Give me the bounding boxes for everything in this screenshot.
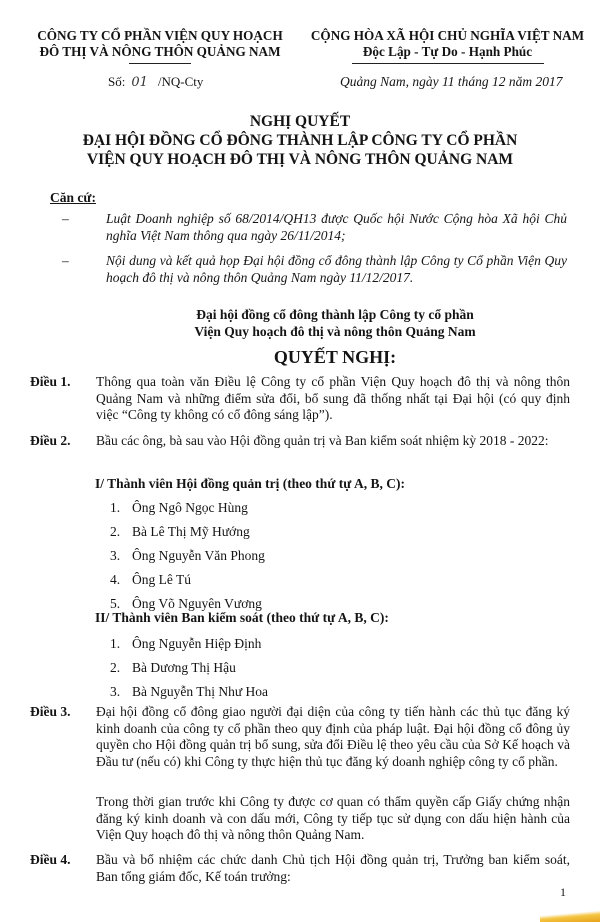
can-cu-list [62, 211, 567, 295]
board-section-title: I/ Thành viên Hội đồng quản trị (theo thứ tự A, B, C): [95, 476, 406, 491]
member-number: 1. [110, 500, 121, 515]
can-cu-item [62, 211, 567, 244]
member-number: 2. [110, 660, 121, 675]
member-number: 1. [110, 636, 121, 651]
article-3-paragraph-2 [30, 794, 570, 844]
article-text: Đại hội đồng cổ đông giao người đại diện của công ty tiến hành các thủ tục đăng ký kinh doanh của công ty cổ phần theo quy định của pháp luật. Đại hội đồng cổ đông ủy quyền cho Hội đồng quản trị bổ sung, sửa đổi Điều lệ theo yêu cầu của Sở Kế hoạch và Đầu tư (nếu có) khi Công ty thực hiện thủ tục đăng ký doanh nghiệp công ty cổ phần. [96, 704, 570, 769]
board-member [110, 548, 265, 572]
article-label: Điều 2. [30, 433, 71, 448]
so-suffix: /NQ-Cty [157, 74, 204, 89]
member-name: Bà Lê Thị Mỹ Hướng [132, 524, 250, 539]
document-title [0, 112, 600, 169]
document-date: Quảng Nam, ngày 11 tháng 12 năm 2017 [340, 74, 563, 89]
control-member [110, 636, 268, 660]
company-header [30, 28, 290, 64]
article-label: Điều 1. [30, 374, 71, 389]
assembly-heading-line1: Đại hội đồng cổ đông thành lập Công ty cổ phần [196, 307, 474, 322]
title-line3: VIỆN QUY HOẠCH ĐÔ THỊ VÀ NÔNG THÔN QUẢNG NAM [86, 151, 514, 168]
article-text: Bầu các ông, bà sau vào Hội đồng quản trị và Ban kiểm soát nhiệm kỳ 2018 - 2022: [96, 433, 549, 448]
board-members-list [110, 500, 265, 620]
board-member [110, 500, 265, 524]
scan-edge-stripe [540, 908, 600, 922]
can-cu-colon: : [91, 190, 96, 205]
company-name-line1: CÔNG TY CỔ PHẦN VIỆN QUY HOẠCH [37, 28, 283, 43]
can-cu-item [62, 253, 567, 286]
assembly-heading [0, 306, 600, 340]
control-section-title: II/ Thành viên Ban kiểm soát (theo thứ tự A, B, C): [95, 610, 389, 625]
dash-bullet: – [62, 211, 69, 226]
title-line1: NGHỊ QUYẾT [249, 113, 351, 130]
article-label: Điều 3. [30, 704, 71, 719]
can-cu-heading [50, 190, 96, 206]
national-title: CỘNG HÒA XÃ HỘI CHỦ NGHĨA VIỆT NAM [310, 28, 585, 43]
decision-heading: QUYẾT NGHỊ: [273, 347, 397, 367]
member-name: Ông Nguyễn Văn Phong [132, 548, 265, 563]
can-cu-label: Căn cứ [50, 190, 92, 205]
member-name: Bà Nguyễn Thị Như Hoa [132, 684, 269, 699]
member-number: 2. [110, 524, 121, 539]
member-name: Ông Nguyễn Hiệp Định [132, 636, 262, 651]
can-cu-text: Nội dung và kết quả họp Đại hội đồng cổ đông thành lập Công ty Cổ phần Viện Quy hoạch đô thị và nông thôn Quảng Nam ngày 11/12/2017. [106, 253, 567, 285]
member-name: Ông Lê Tú [132, 572, 191, 587]
article-1 [30, 374, 570, 424]
control-member [110, 660, 268, 684]
member-number: 3. [110, 684, 121, 699]
article-2 [30, 433, 570, 450]
national-motto: Độc Lập - Tự Do - Hạnh Phúc [362, 44, 533, 59]
header-rule-right [352, 63, 544, 64]
member-number: 3. [110, 548, 121, 563]
article-text: Bầu và bổ nhiệm các chức danh Chủ tịch Hội đồng quản trị, Trưởng ban kiểm soát, Ban tổng giám đốc, Kế toán trưởng: [96, 852, 570, 884]
member-name: Bà Dương Thị Hậu [132, 660, 236, 675]
assembly-heading-line2: Viện Quy hoạch đô thị và nông thôn Quảng Nam [194, 324, 476, 339]
article-3 [30, 704, 570, 770]
article-text: Thông qua toàn văn Điều lệ Công ty cổ phần Viện Quy hoạch đô thị và nông thôn Quảng Nam và những điểm sửa đổi, bổ sung đã thống nhất tại Đại hội (có quy định việc “Công ty không có cổ đông sáng lập”). [96, 374, 570, 422]
article-text: Trong thời gian trước khi Công ty được cơ quan có thẩm quyền cấp Giấy chứng nhận đăng ký kinh doanh và con dấu mới, Công ty tiếp tục sử dụng con dấu hiện hành của Viện Quy hoạch đô thị và nông thôn Quảng Nam. [96, 794, 570, 842]
so-number: 01 [131, 75, 148, 90]
member-number: 4. [110, 572, 121, 587]
member-number: 5. [110, 596, 121, 611]
company-name-line2: ĐÔ THỊ VÀ NÔNG THÔN QUẢNG NAM [39, 44, 281, 59]
header-rule-left [129, 63, 191, 64]
article-label: Điều 4. [30, 852, 71, 867]
control-members-list [110, 636, 268, 708]
can-cu-text: Luật Doanh nghiệp số 68/2014/QH13 được Quốc hội Nước Cộng hòa Xã hội Chủ nghĩa Việt Nam thông qua ngày 26/11/2014; [106, 211, 567, 243]
member-name: Ông Ngô Ngọc Hùng [132, 500, 248, 515]
member-name: Ông Võ Nguyên Vương [132, 596, 262, 611]
board-member [110, 524, 265, 548]
board-member [110, 572, 265, 596]
so-label: Số: [108, 74, 126, 89]
page-number: 1 [560, 885, 566, 899]
national-header [300, 28, 595, 64]
document-number [108, 74, 203, 90]
article-4 [30, 852, 570, 885]
dash-bullet: – [62, 253, 69, 268]
title-line2: ĐẠI HỘI ĐỒNG CỔ ĐÔNG THÀNH LẬP CÔNG TY CỔ PHẦN [82, 132, 518, 149]
article-label-spacer [30, 794, 96, 844]
